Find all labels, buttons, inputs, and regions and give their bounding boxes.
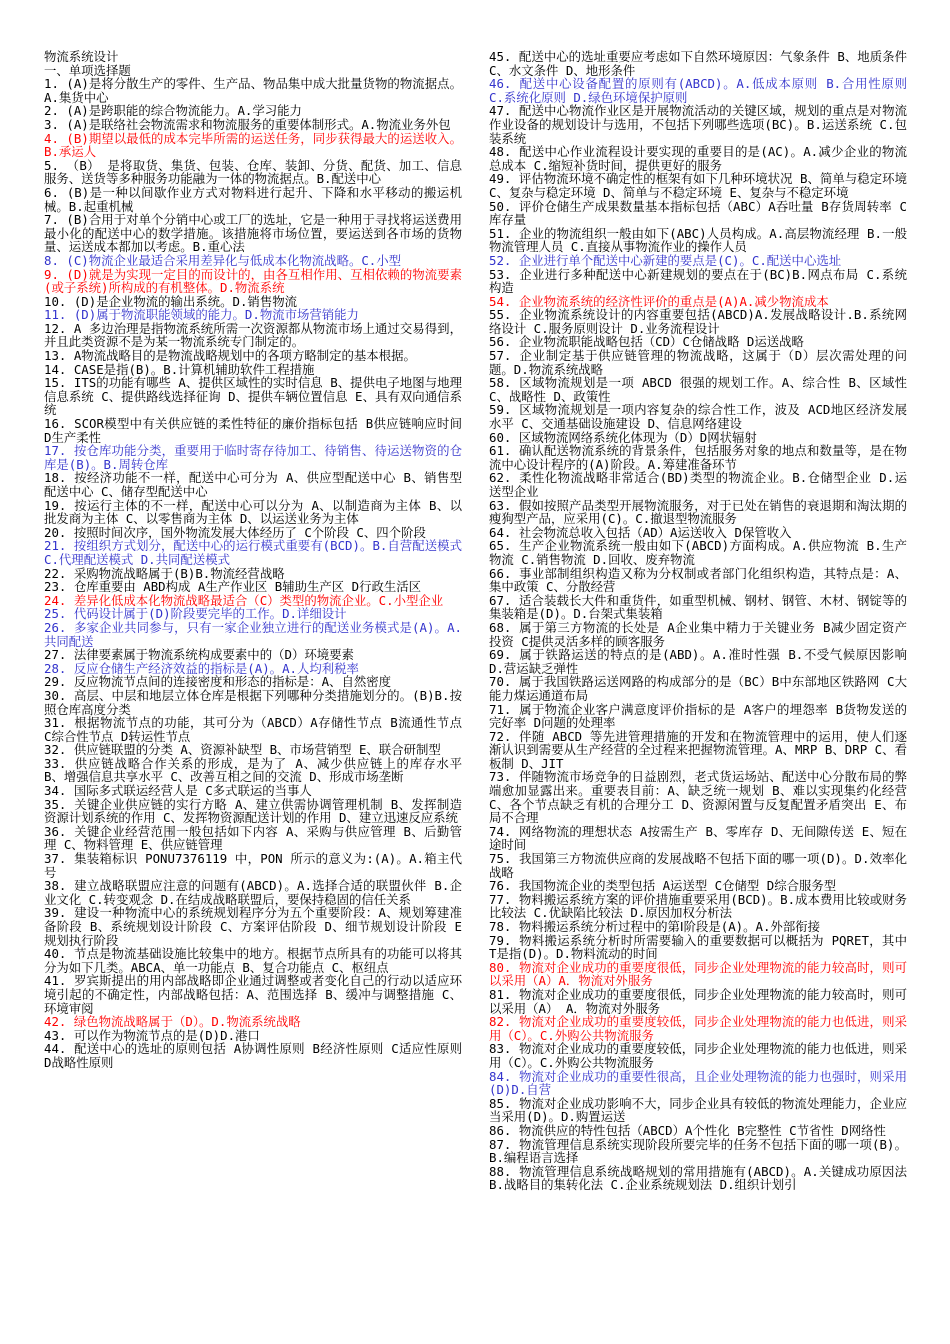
question-item: 8. (C)物流企业最适合采用差异化与低成本化物流战略。C.小型 — [44, 252, 402, 268]
question-item: 20. 按照时间次序，国外物流发展大体经历了 C个阶段 C、四个阶段 — [44, 524, 426, 540]
question-item: 62. 柔性化物流战略非常适合(BD)类型的物流企业。B.仓储型企业 D.运送型企业 — [489, 470, 907, 499]
question-item: 17. 按仓库功能分类，重要用于临时寄存待加工、待销售、待运送物资的仓库是(B)。B.周转仓库 — [44, 443, 462, 472]
left-column — [44, 50, 462, 1070]
question-item: 3. (A)是联络社会物流需求和物流服务的重要体制形式。A.物流业务外包 — [44, 116, 451, 132]
question-item: 86. 物流供应的特性包括（ABCD）A个性化 B完整性 C节省性 D网络性 — [489, 1122, 886, 1138]
question-item: 28. 反应仓储生产经济效益的指标是(A)。A.人均利税率 — [44, 660, 359, 676]
question-item: 51. 企业的物流组织一般由如下(ABC)人员构成。A.高层物流经理 B.一般物流管理人员 C.直接从事物流作业的操作人员 — [489, 225, 907, 255]
question-item: 79. 物料搬运系统分析时所需要输入的重要数据可以概括为 PQRET，其中 T是指(D)。D.物料流动的时间 — [489, 932, 907, 962]
question-item: 9. (D)就是为实现一定目的而设计的，由各互相作用、互相依赖的物流要素(或子系统)所构成的有机整体。D.物流系统 — [44, 266, 462, 296]
question-item: 38. 建立战略联盟应注意的问题有(ABCD)。A.选择合适的联盟伙伴 B.企业文化 C.转变观念 D.在结成战略联盟后，要保持稳固的信任关系 — [44, 878, 462, 907]
question-item: 59. 区域物流规划是一项内容复杂的综合性工作，波及 ACD地区经济发展水平 C、交通基础设施建设 D、信息网络建设 — [489, 402, 907, 432]
question-item: 26. 多家企业共同参与，只有一家企业独立进行的配送业务模式是(A)。A.共同配送 — [44, 619, 462, 649]
question-item: 68. 属于第三方物流的长处是 A企业集中精力于关键业务 B减少固定资产投资 C提供灵活多样的顾客服务 — [489, 619, 907, 649]
question-item: 11. (D)属于物流职能领域的能力。D.物流市场营销能力 — [44, 307, 359, 323]
question-item: 69. 属于铁路运送的特点的是(ABD)。A.准时性强 B.不受气候原因影响 D.营运缺乏弹性 — [489, 647, 907, 676]
question-item: 53. 企业进行多种配送中心新建规划的要点在于(BC)B.网点布局 C.系统构造 — [489, 266, 907, 296]
section-heading: 一、单项选择题 — [44, 62, 131, 78]
question-item: 54. 企业物流系统的经济性评价的重点是(A)A.减少物流成本 — [489, 293, 829, 309]
question-item: 57. 企业制定基于供应链管理的物流战略，这属于（D）层次需处理的问题。D.物流系统战略 — [489, 348, 907, 377]
question-item: 37. 集装箱标识 PONU7376119 中，PON 所示的意义为:(A)。A.箱主代号 — [44, 851, 462, 880]
question-item: 73. 伴随物流市场竞争的日益剧烈，老式货运场站、配送中心分散布局的弊端愈加显露出来。重要表目前：A、缺乏统一规划 B、难以实现集约化经营 C、各个节点缺乏有机的合理分工 D、资源闲置与反复配置矛盾突出 E、布局不合理 — [489, 769, 907, 826]
question-item: 27. 法律要素属于物流系统构成要素中的（D）环境要素 — [44, 647, 354, 663]
question-item: 55. 企业物流系统设计的内容重要包括(ABCD)A.发展战略设计.B.系统网络设计 C.服务原则设计 D.业务流程设计 — [489, 307, 907, 336]
question-item: 12. A 多边治理是指物流系统所需一次资源都从物流市场上通过交易得到，并且此类资源不是为某一物流系统专门制定的。 — [44, 320, 462, 350]
question-item: 35. 关键企业供应链的实行方略 A、建立供需协调管理机制 B、发挥制造资源计划系统的作用 C、发挥物资源配送计划的作用 D、建立迅速反应系统 — [44, 796, 462, 826]
question-item: 67. 适合装载长大件和重货件，如重型机械、钢材、钢管、木材、钢锭等的集装箱是(D)。D.台架式集装箱 — [489, 592, 907, 622]
question-item: 84. 物流对企业成功的重要性很高，且企业处理物流的能力也强时，则采用(D)D.自营 — [489, 1068, 907, 1098]
question-item: 64. 社会物流总收入包括（AD）A运送收入 D保管收入 — [489, 524, 792, 540]
question-item: 18. 按经济功能不一样，配送中心可分为 A、供应型配送中心 B、销售型配送中心 C、储存型配送中心 — [44, 470, 462, 499]
question-item: 4. (B)期望以最低的成本完毕所需的运送任务，同步获得最大的运送收入。B.承运人 — [44, 130, 462, 160]
question-item: 23. 仓库重要由 ABD构成 A生产作业区 B辅助生产区 D行政生活区 — [44, 579, 422, 595]
question-item: 24. 差异化低成本化物流战略最适合（C）类型的物流企业。C.小型企业 — [44, 592, 444, 608]
question-item: 72. 伴随 ABCD 等先进管理措施的开发和在物流管理中的运用，使人们逐渐认识到需要从生产经营的全过程来把握物流管理。A、MRP B、DRP C、看板制 D、JIT — [489, 728, 907, 771]
question-item: 61. 确认配送物流系统的背景条件，包括服务对象的地点和数量等，是在物流中心设计程序的(A)阶段。A.筹建准备环节 — [489, 443, 907, 472]
question-item: 2. (A)是跨职能的综合物流能力。A.学习能力 — [44, 103, 302, 119]
question-item: 71. 属于物流企业客户满意度评价指标的是 A客户的埋怨率 B货物发送的完好率 D问题的处理率 — [489, 701, 907, 731]
question-item: 46. 配送中心设备配置的原则有(ABCD)。A.低成本原则 B.合用性原则 C.系统化原则 D.绿色环境保护原则 — [489, 76, 907, 105]
question-item: 75. 我国第三方物流供应商的发展战略不包括下面的哪一项(D)。D.效率化战略 — [489, 851, 907, 880]
question-item: 63. 假如按照产品类型开展物流服务，对于已处在销售的衰退期和淘汰期的瘦狗型产品，应采用(C)。C.撤退型物流服务 — [489, 497, 907, 527]
question-item: 56. 企业物流职能战略包括（CD）C仓储战略 D运送战略 — [489, 334, 804, 350]
question-item: 7. (B)合用于对单个分销中心或工厂的选址，它是一种用于寻找将运送费用最小化的配送中心的数学措施。该措施将市场位置，要运送到各市场的货物量、运送成本都加以考虑。B.重心法 — [44, 212, 462, 255]
question-item: 87. 物流管理信息系统实现阶段所要完毕的任务不包括下面的哪一项(B)。B.编程语言选择 — [489, 1136, 907, 1166]
question-item: 74. 网络物流的理想状态 A按需生产 B、零库存 D、无间隙传送 E、短在途时间 — [489, 823, 907, 853]
question-item: 70. 属于我国铁路运送网路的构成部分的是（BC）B中东部地区铁路网 C大能力煤运通道布局 — [489, 674, 907, 703]
question-item: 44. 配送中心的选址的原则包括 A协调性原则 B经济性原则 C适应性原则 D战略性原则 — [44, 1041, 462, 1070]
question-item: 76. 我国物流企业的类型包括 A运送型 C仓储型 D综合服务型 — [489, 878, 837, 894]
question-item: 83. 物流对企业成功的重要度较低，同步企业处理物流的能力也低进，则采用（C）。C.外购公共物流服务 — [489, 1041, 907, 1070]
question-item: 80. 物流对企业成功的重要度很低，同步企业处理物流的能力较高时，则可以采用（A）A．物流对外服务 — [489, 959, 907, 989]
question-item: 22. 采购物流战略属于(B)B.物流经营战略 — [44, 565, 285, 581]
question-item: 29. 反应物流节点间的连接密度和形态的指标是：A、自然密度 — [44, 674, 392, 690]
question-item: 45. 配送中心的选址重要应考虑如下自然环境原因：气象条件 B、地质条件 C、水文条件 D、地形条件 — [489, 49, 907, 78]
question-item: 41. 罗宾斯提出的用内部战略即企业通过调整或者变化自己的行动以适应环境引起的不确定性，内部战略包括：A、范围选择 B、缓冲与调整措施 C、环境审阅 — [44, 973, 462, 1016]
question-item: 6. (B)是一种以间歇作业方式对物料进行起升、下降和水平移动的搬运机械。B.起重机械 — [44, 184, 462, 214]
question-item: 21. 按组织方式划分，配送中心的运行模式重要有(BCD)。B.自营配送模式 C.代理配送模式 D.共同配送模式 — [44, 538, 462, 567]
question-item: 47. 配送中心物流作业区是开展物流活动的关键区域，规划的重点是对物流作业设备的规划设计与选用，不包括下列哪些选项(BC)。B.运送系统 C.包装系统 — [489, 103, 907, 146]
question-item: 88. 物流管理信息系统战略规划的常用措施有(ABCD)。A.关键成功原因法 B.战略目的集转化法 C.企业系统规划法 D.组织计划引 — [489, 1163, 907, 1193]
question-item: 66. 事业部制组织构造又称为分权制或者部门化组织构造，其特点是：A、集中政策 C、分散经营 — [489, 565, 907, 595]
question-item: 39. 建设一种物流中心的系统规划程序分为五个重要阶段：A、规划筹建准备阶段 B、系统规划设计阶段 C、方案评估阶段 D、细节规划设计阶段 E规划执行阶段 — [44, 905, 462, 948]
question-item: 32. 供应链联盟的分类 A、资源补缺型 B、市场营销型 E、联合研制型 — [44, 742, 441, 758]
question-item: 15. ITS的功能有哪些 A、提供区域性的实时信息 B、提供电子地图与地理信息系统 C、提供路线选择征询 D、提供车辆位置信息 E、具有双向通信系统 — [44, 375, 462, 418]
right-column — [489, 50, 907, 1192]
question-item: 49. 评估物流环境不确定性的框架有如下几种环境状况 B、简单与稳定环境 C、复杂与稳定环境 D、简单与不稳定环境 E、复杂与不稳定环境 — [489, 171, 907, 200]
question-item: 1. (A)是将分散生产的零件、生产品、物品集中成大批量货物的物流据点。A.集货中心 — [44, 76, 462, 105]
question-item: 31. 根据物流节点的功能，其可分为（ABCD）A存储性节点 B流通性节点 C综合性节点 D转运性节点 — [44, 715, 462, 744]
question-item: 25. 代码设计属于(D)阶段要完毕的工作。D.详细设计 — [44, 606, 347, 622]
question-item: 30. 高层、中层和地层立体仓库是根据下列哪种分类措施划分的。(B)B.按照仓库高度分类 — [44, 687, 462, 717]
question-item: 77. 物料搬运系统方案的评价措施重要采用(BCD)。B.成本费用比较或财务比较法 C.优缺陷比较法 D.原因加权分析法 — [489, 891, 907, 921]
question-item: 58. 区域物流规划是一项 ABCD 很强的规划工作。A、综合性 B、区域性 C、战略性 D、政策性 — [489, 375, 907, 404]
question-item: 43. 可以作为物流节点的是(D)D.港口 — [44, 1027, 260, 1043]
question-item: 13. A物流战略目的是物流战略规划中的各项方略制定的基本根据。 — [44, 348, 416, 364]
question-item: 16. SCOR模型中有关供应链的柔性特征的廉价指标包括 B供应链响应时间 D生产柔性 — [44, 416, 462, 445]
question-item: 50. 评价仓储生产成果数量基本指标包括（ABC）A吞吐量 B存货周转率 C库存量 — [489, 198, 907, 228]
document-title: 物流系统设计 — [44, 49, 119, 64]
question-item: 34. 国际多式联运经营人是 C多式联运的当事人 — [44, 783, 312, 799]
question-item: 78. 物料搬运系统分析过程中的第Ⅰ阶段是(A)。A.外部衔接 — [489, 919, 820, 934]
question-item: 60. 区域物流网络系统化体现为（D）D网状辐射 — [489, 429, 757, 445]
question-item: 33. 供应链战略合作关系的形成，是为了 A、减少供应链上的库存水平 B、增强信息共享水平 C、改善互相之间的交流 D、形成市场垄断 — [44, 755, 462, 785]
question-item: 40. 节点是物流基础设施比较集中的地方。根据节点所具有的功能可以将其分为如下几类。ABCA、单一功能点 B、复合功能点 C、枢纽点 — [44, 946, 462, 975]
question-item: 19. 按运行主体的不一样，配送中心可以分为 A、以制造商为主体 B、以批发商为主体 C、以零售商为主体 D、以运送业务为主体 — [44, 497, 462, 527]
question-item: 82. 物流对企业成功的重要度较低，同步企业处理物流的能力也低进，则采用（C）。C.外购公共物流服务 — [489, 1014, 907, 1043]
question-item: 81. 物流对企业成功的重要度很低，同步企业处理物流的能力较高时，则可以采用（A） A．物流对外服务 — [489, 986, 907, 1016]
question-item: 10. (D)是企业物流的输出系统。D.销售物流 — [44, 293, 297, 309]
question-item: 52. 企业进行单个配送中心新建的要点是(C)。C.配送中心选址 — [489, 252, 842, 268]
question-item: 65. 生产企业物流系统一般由如下(ABCD)方面构成。A.供应物流 B.生产物流 C.销售物流 D.回收、废弃物流 — [489, 538, 907, 567]
question-item: 5. （B） 是将取货、集货、包装、仓库、装卸、分货、配货、加工、信息服务、送货等多种服务功能融为一体的物流据点。B.配送中心 — [44, 157, 462, 187]
question-item: 36. 关键企业经营范围一般包括如下内容 A、采购与供应管理 B、后勤管理 C、物料管理 E、供应链管理 — [44, 823, 462, 853]
question-item: 14. CASE是指(B)。B.计算机辅助软件工程措施 — [44, 361, 315, 377]
question-item: 85. 物流对企业成功影响不大，同步企业具有较低的物流处理能力，企业应当采用(D)。D.购置运送 — [489, 1095, 907, 1125]
question-item: 48. 配送中心作业流程设计要实现的重要目的是(AC)。A.减少企业的物流总成本 C.缩短补货时间，提供更好的服务 — [489, 144, 907, 173]
question-item: 42. 绿色物流战略属于（D）。D.物流系统战略 — [44, 1014, 301, 1030]
